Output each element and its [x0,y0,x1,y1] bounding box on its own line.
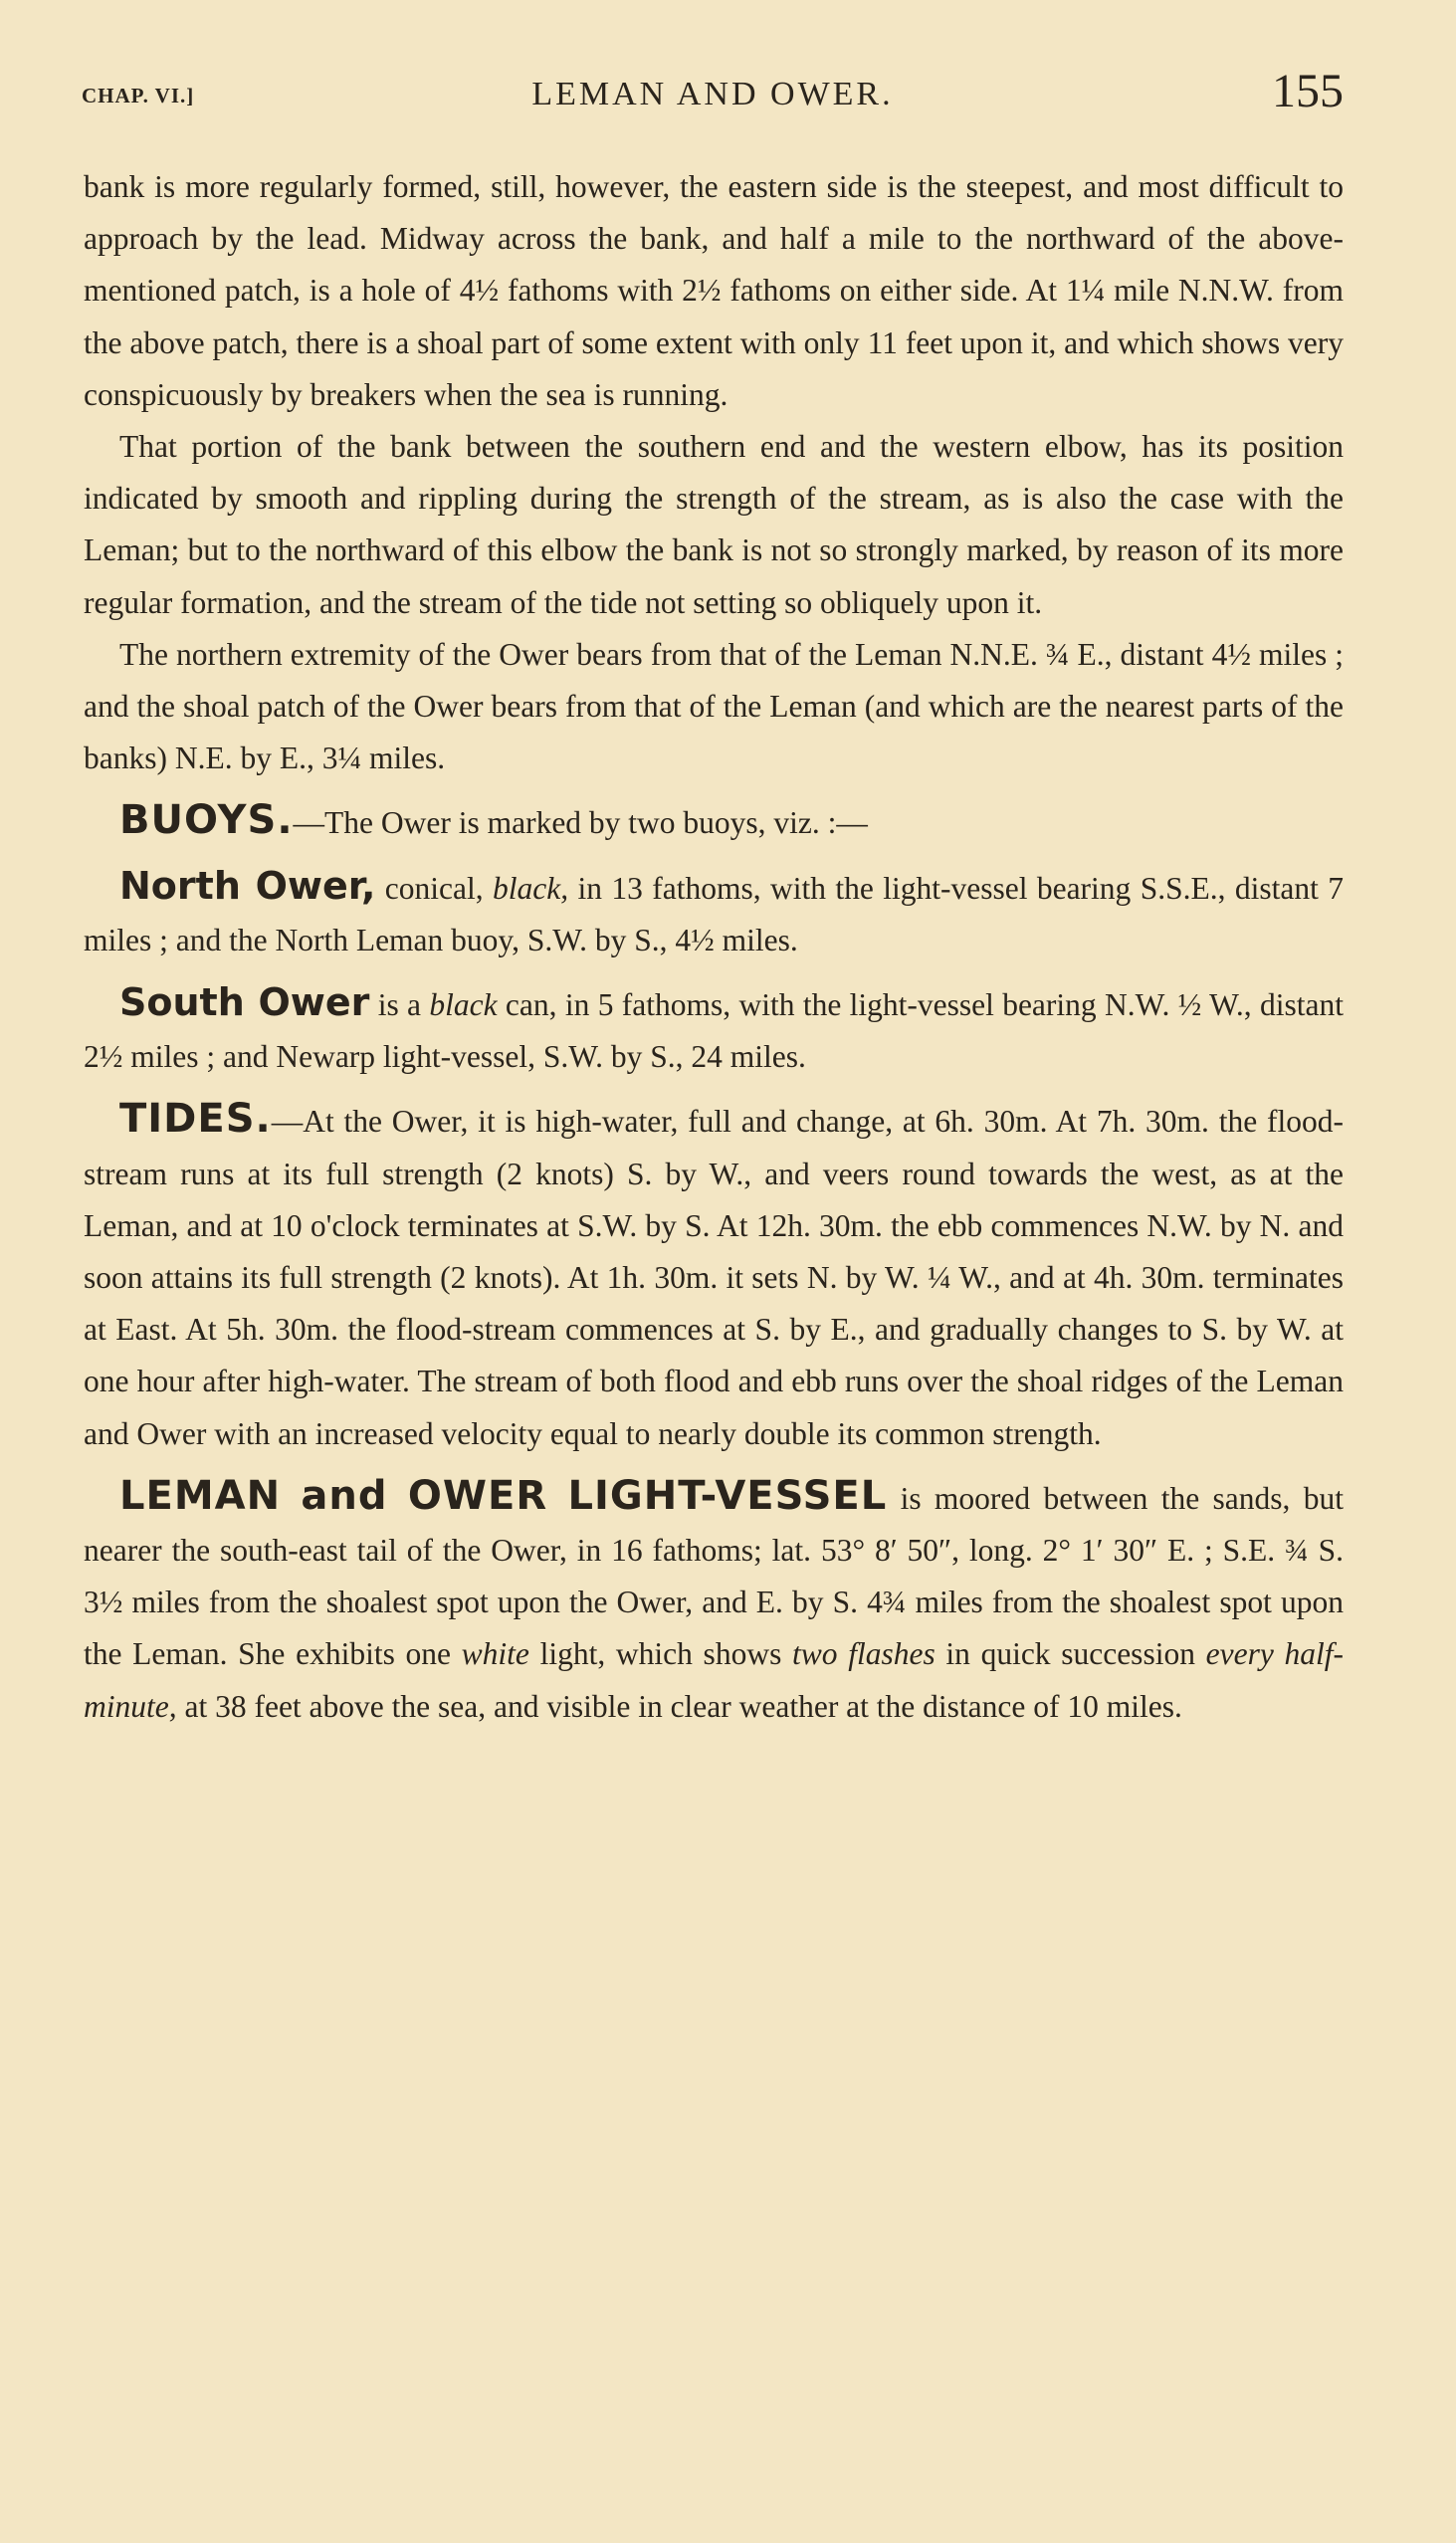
running-title: LEMAN AND OWER. [531,76,894,112]
running-header [82,65,1344,129]
buoys-text: —The Ower is marked by two buoys, viz. :— [293,805,868,841]
south-ower-text-1: is a [369,987,430,1023]
paragraph-bank-portion: That portion of the bank between the southern end and the western elbow, has its position indicated by smooth and rippling during the strength of the stream, as is also the case with the Leman; but to the northward of this elbow the bank is not so strongly marked, by reason of its more regular formation, and the stream of the tide not setting so obliquely upon it. [84,429,1344,620]
tides-text: —At the Ower, it is high-water, full and change, at 6h. 30m. At 7h. 30m. the flood-stream runs at its full strength (2 knots) S. by W., and veers round towards the west, as at the Leman, and at 10 o'clock terminates at S.W. by S. At 12h. 30m. the ebb commences N.W. by N. and soon attains its full strength (2 knots). At 1h. 30m. it sets N. by W. ¼ W., and at 4h. 30m. terminates at East. At 5h. 30m. the flood-stream commences at S. by E., and gradually changes to S. by W. at one hour after high-water. The stream of both flood and ebb runs over the shoal ridges of the Leman and Ower with an increased velocity equal to nearly double its common strength. [84,1104,1344,1451]
light-vessel-text-3: in quick succession [935,1636,1206,1672]
paragraph-tides [84,1093,1344,1459]
paragraph-northern-extremity: The northern extremity of the Ower bears from that of the Leman N.N.E. ¾ E., distant 4½ miles ; and the shoal patch of the Ower bears from that of the Leman (and which are the nearest parts of the banks) N.E. by E., 3¼ miles. [84,636,1344,776]
paragraph-light-vessel [84,1470,1344,1733]
page-body [84,161,1344,1733]
north-ower-text-2: in 13 fathoms, with the light-vessel bearing S.S.E., distant 7 miles ; and the North Leman buoy, S.W. by S., 4½ miles. [84,870,1344,957]
south-ower-text-2: can, in 5 fathoms, with the light-vessel bearing N.W. ½ W., distant 2½ miles ; and Newarp light-vessel, S.W. by S., 24 miles. [84,987,1344,1075]
north-ower-heading: North Ower, [119,863,376,908]
south-ower-heading: South Ower [119,980,370,1025]
chapter-label: CHAP. VI.] [82,84,195,107]
north-ower-text-1: conical, [375,870,493,906]
light-vessel-text-4: at 38 feet above the sea, and visible in clear weather at the distance of 10 miles. [176,1688,1182,1724]
light-vessel-text-2: light, which shows [528,1636,793,1672]
tides-heading: TIDES. [119,1096,272,1143]
north-ower-italic: black, [492,870,569,906]
buoys-heading: BUOYS. [119,797,294,844]
light-vessel-italic-1: white [461,1636,529,1672]
light-vessel-text-1: is moored between the sands, but nearer the south-east tail of the Ower, in 16 fathoms; lat. 53° 8′ 50″, long. 2° 1′ 30″ E. ; S.E. ¾ S. 3½ miles from the shoalest spot upon the Ower, and E. by S. 4¾ miles from the shoalest spot upon the Leman. She exhibits one [84,1480,1344,1672]
paragraph-buoys [84,794,1344,849]
paragraph-south-ower [84,976,1344,1083]
paragraph-bank-description: bank is more regularly formed, still, however, the eastern side is the steepest, and most difficult to approach by the lead. Midway across the bank, and half a mile to the northward of the above-mentioned patch, is a hole of 4½ fathoms with 2½ fathoms on either side. At 1¼ mile N.N.W. from the above patch, there is a shoal part of some extent with only 11 feet upon it, and which shows very conspicuously by breakers when the sea is running. [84,169,1344,412]
light-vessel-italic-3: every half-minute, [84,1636,1344,1724]
light-vessel-heading: LEMAN and OWER LIGHT-VESSEL [119,1472,888,1519]
light-vessel-italic-2: two flashes [792,1636,936,1672]
page-number: 155 [1272,65,1344,117]
paragraph-north-ower [84,860,1344,966]
south-ower-italic: black [429,987,498,1023]
